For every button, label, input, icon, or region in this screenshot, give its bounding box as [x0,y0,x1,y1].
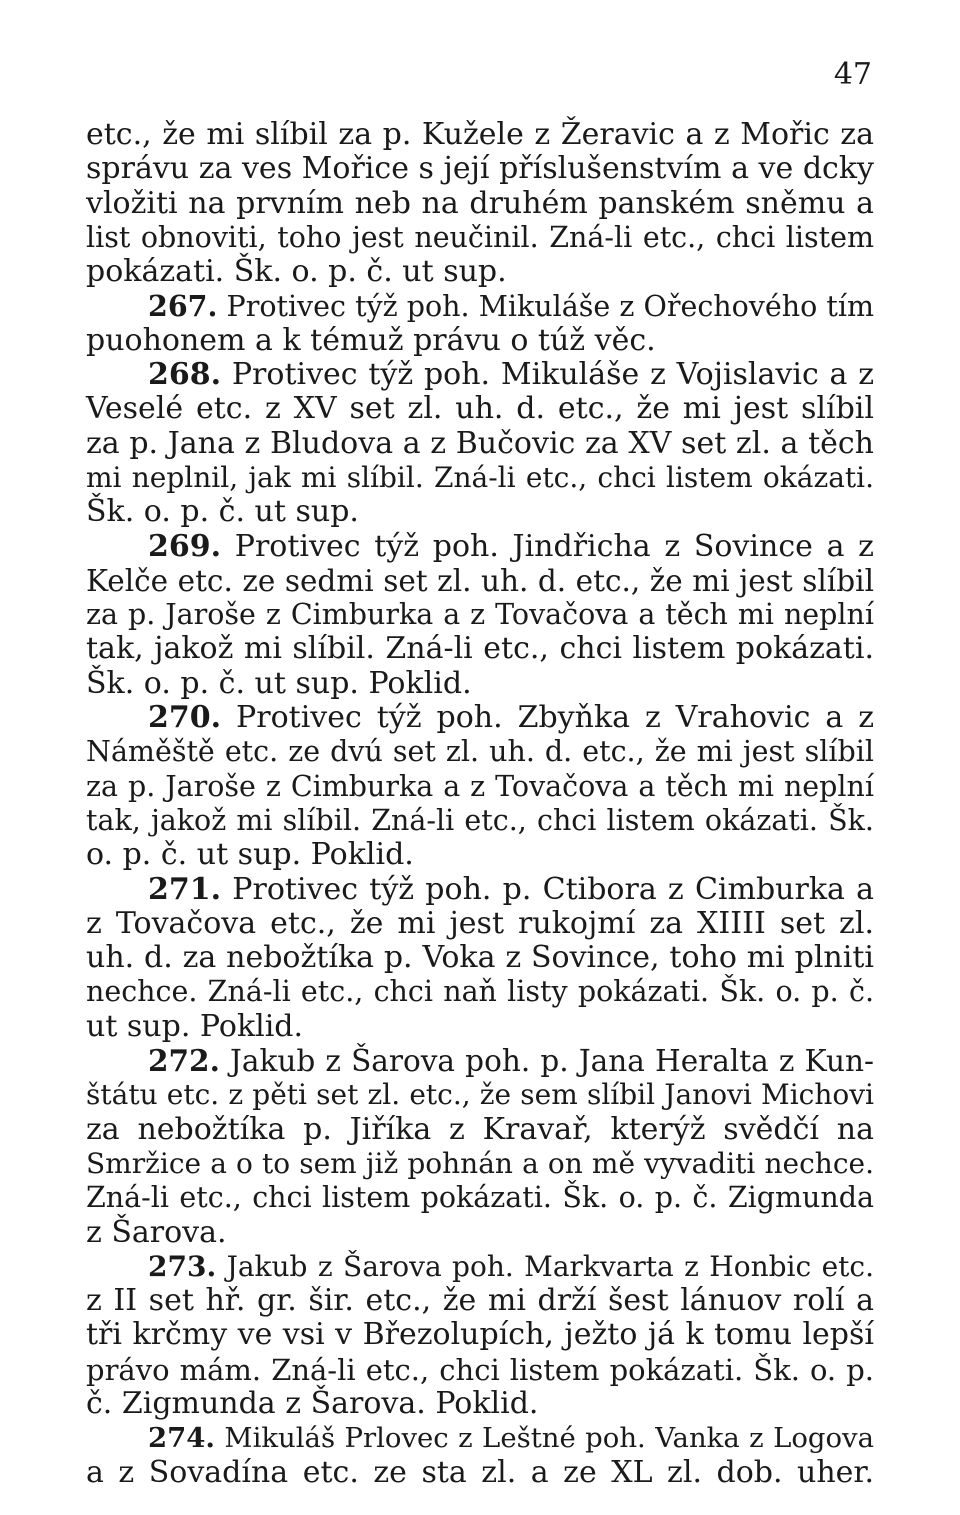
text-line: Smržice a o to sem již pohnán a on mě vyvaditi nechce. [86,1146,874,1180]
text-line: z Tovačova etc., že mi jest rukojmí za XIIII set zl. [86,905,874,941]
text-line: Šk. o. p. č. ut sup. Poklid. [86,665,472,701]
page-number: 47 [833,57,872,92]
entry-271-first-line [86,873,874,907]
entry-text: Jakub z Šarova poh. p. Jana Heralta z Kun- [219,1044,874,1079]
text-line: právo mám. Zná-li etc., chci listem pokázati. Šk. o. p. [86,1352,874,1387]
text-line: list obnoviti, toho jest neučinil. Zná-li etc., chci listem [86,220,874,254]
entry-number: 272. [148,1043,220,1079]
text-line: vložiti na prvním neb na druhém panském sněmu a [86,185,874,221]
text-line: o. p. č. ut sup. Poklid. [86,837,414,873]
entry-number: 267. [148,289,218,324]
text-line: Veselé etc. z XV set zl. uh. d. etc., že mi jest slíbil [86,391,874,427]
entry-text: Jakub z Šarova poh. Markvarta z Honbic etc. [216,1249,874,1283]
text-line: Zná-li etc., chci listem pokázati. Šk. o. p. č. Zigmunda [86,1181,874,1215]
entry-number: 268. [148,357,222,393]
text-line: ut sup. Poklid. [86,1008,304,1044]
entry-number: 274. [148,1422,215,1455]
text-line: Náměště etc. ze dvú set zl. uh. d. etc., že mi jest slíbil [86,735,874,769]
entry-268-first-line [86,358,874,392]
entry-273-first-line [86,1250,874,1284]
entry-text: Mikuláš Prlovec z Leštné poh. Vanka z Logova [214,1422,874,1455]
entry-272-first-line [86,1044,874,1078]
entry-number: 269. [148,528,222,564]
text-line: tři krčmy ve vsi v Březolupích, ježto já k tomu lepší [86,1317,874,1353]
text-line: správu za ves Mořice s její příslušenstvím a ve dcky [86,151,874,187]
text-line: mi neplnil, jak mi slíbil. Zná-li etc., chci listem okázati. [86,460,874,494]
entry-270-first-line [86,701,874,735]
entry-269-first-line [86,530,874,564]
entry-text: Protivec týž poh. Jindřicha z Sovince a z [221,528,874,564]
text-line: uh. d. za nebožtíka p. Voka z Sovince, toho mi plniti [86,940,874,976]
entry-text: Protivec týž poh. p. Ctibora z Cimburka a [221,871,874,907]
entry-text: Protivec týž poh. Mikuláše z Vojislavic a z [221,357,874,393]
text-line: tak, jakož mi slíbil. Zná-li etc., chci listem pokázati. [86,631,874,667]
entry-text: Protivec týž poh. Mikuláše z Ořechového tím [217,290,874,324]
page-text [86,118,874,1490]
text-line: za p. Jaroše z Cimburka a z Tovačova a těch mi neplní [86,769,874,803]
entry-number: 273. [148,1249,217,1283]
text-line: Kelče etc. ze sedmi set zl. uh. d. etc., že mi jest slíbil [86,563,874,598]
text-line: č. Zigmunda z Šarova. Poklid. [86,1385,539,1421]
entry-number: 270. [148,700,222,736]
text-line: štátu etc. z pěti set zl. etc., že sem slíbil Janovi Michovi [86,1078,874,1112]
text-line: nechce. Zná-li etc., chci naň listy pokázati. Šk. o. p. č. [86,975,874,1009]
text-line: a z Sovadína etc. ze sta zl. a ze XL zl. dob. uher. [86,1454,874,1490]
text-line: Šk. o. p. č. ut sup. [86,494,359,530]
entry-274-first-line [86,1421,874,1455]
entry-number: 271. [148,871,222,907]
entry-267-first-line [86,289,874,323]
text-line: za p. Jana z Bludova a z Bučovic za XV set zl. a těch [86,425,874,461]
text-line: z II set hř. gr. šir. etc., že mi drží šest lánuov rolí a [86,1283,874,1319]
text-line: za nebožtíka p. Jiříka z Kravař, kterýž svědčí na [86,1111,874,1147]
text-line: z Šarova. [86,1214,227,1250]
text-line: pokázati. Šk. o. p. č. ut sup. [86,254,507,290]
text-line: etc., že mi slíbil za p. Kužele z Žeravic a z Mořic za [86,117,874,152]
text-line: puohonem a k témuž právu o túž věc. [86,322,656,358]
text-line: tak, jakož mi slíbil. Zná-li etc., chci listem okázati. Šk. [86,803,874,837]
entry-text: Protivec týž poh. Zbyňka z Vrahovic a z [221,700,874,736]
text-line: za p. Jaroše z Cimburka a z Tovačova a těch mi neplní [86,598,874,632]
